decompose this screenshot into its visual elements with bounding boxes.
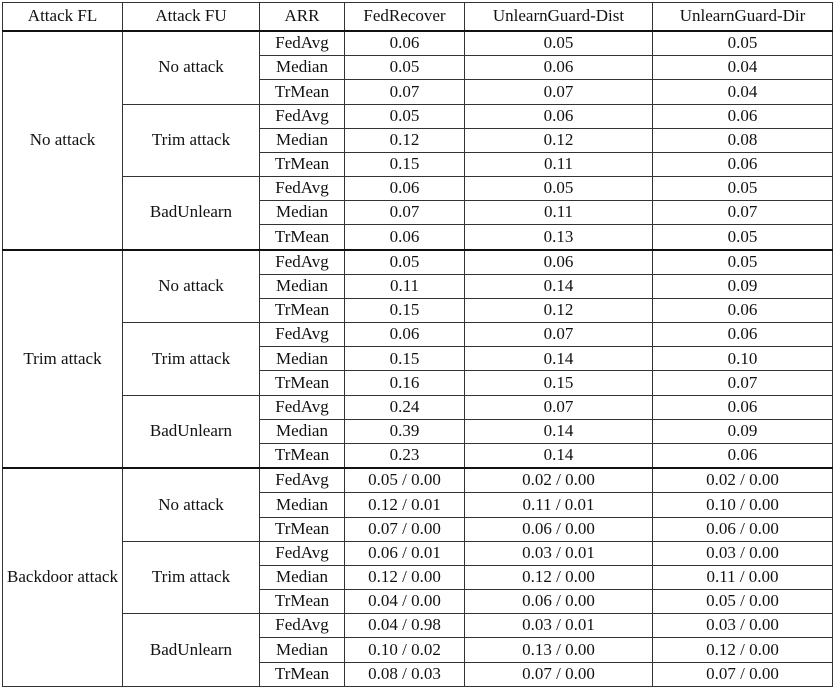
attack-fl-cell: Backdoor attack: [3, 468, 123, 686]
header-unlearnguard-dir: UnlearnGuard-Dir: [653, 3, 833, 32]
table-row: [3, 104, 833, 128]
value-fedrecover: 0.11: [345, 274, 465, 298]
table-row: [3, 395, 833, 419]
table-row: [3, 468, 833, 493]
value-unlearnguard-dir: 0.05: [653, 31, 833, 56]
attack-fu-cell: Trim attack: [123, 323, 260, 396]
value-unlearnguard-dist: 0.14: [465, 274, 653, 298]
value-unlearnguard-dist: 0.12: [465, 298, 653, 322]
arr-cell: Median: [260, 565, 345, 589]
value-fedrecover: 0.06: [345, 31, 465, 56]
value-fedrecover: 0.12 / 0.00: [345, 565, 465, 589]
value-unlearnguard-dir: 0.06: [653, 443, 833, 468]
value-unlearnguard-dir: 0.06: [653, 323, 833, 347]
value-unlearnguard-dir: 0.05: [653, 177, 833, 201]
value-unlearnguard-dist: 0.06 / 0.00: [465, 517, 653, 541]
value-unlearnguard-dir: 0.11 / 0.00: [653, 565, 833, 589]
arr-cell: FedAvg: [260, 468, 345, 493]
value-unlearnguard-dist: 0.14: [465, 347, 653, 371]
value-unlearnguard-dir: 0.06 / 0.00: [653, 517, 833, 541]
attack-fu-cell: Trim attack: [123, 104, 260, 177]
value-fedrecover: 0.15: [345, 152, 465, 176]
attack-fu-cell: BadUnlearn: [123, 177, 260, 250]
attack-fu-cell: No attack: [123, 468, 260, 541]
value-unlearnguard-dir: 0.08: [653, 128, 833, 152]
arr-cell: Median: [260, 128, 345, 152]
arr-cell: Median: [260, 347, 345, 371]
arr-cell: TrMean: [260, 152, 345, 176]
value-unlearnguard-dist: 0.06: [465, 56, 653, 80]
table-row: [3, 250, 833, 275]
arr-cell: Median: [260, 419, 345, 443]
value-fedrecover: 0.07: [345, 80, 465, 104]
arr-cell: TrMean: [260, 225, 345, 250]
value-unlearnguard-dir: 0.12 / 0.00: [653, 638, 833, 662]
value-unlearnguard-dist: 0.06: [465, 250, 653, 275]
value-fedrecover: 0.05 / 0.00: [345, 468, 465, 493]
value-unlearnguard-dist: 0.03 / 0.01: [465, 541, 653, 565]
arr-cell: FedAvg: [260, 541, 345, 565]
value-unlearnguard-dir: 0.07 / 0.00: [653, 662, 833, 686]
table-header: [3, 3, 833, 32]
value-unlearnguard-dir: 0.03 / 0.00: [653, 614, 833, 638]
value-unlearnguard-dir: 0.10 / 0.00: [653, 493, 833, 517]
value-fedrecover: 0.24: [345, 395, 465, 419]
value-unlearnguard-dir: 0.09: [653, 419, 833, 443]
value-unlearnguard-dist: 0.02 / 0.00: [465, 468, 653, 493]
value-unlearnguard-dist: 0.07: [465, 80, 653, 104]
attack-fl-cell: No attack: [3, 31, 123, 250]
arr-cell: TrMean: [260, 80, 345, 104]
arr-cell: FedAvg: [260, 323, 345, 347]
arr-cell: TrMean: [260, 298, 345, 322]
arr-cell: Median: [260, 493, 345, 517]
value-unlearnguard-dir: 0.02 / 0.00: [653, 468, 833, 493]
value-unlearnguard-dist: 0.06: [465, 104, 653, 128]
value-unlearnguard-dist: 0.11 / 0.01: [465, 493, 653, 517]
value-fedrecover: 0.16: [345, 371, 465, 395]
value-fedrecover: 0.12 / 0.01: [345, 493, 465, 517]
arr-cell: Median: [260, 201, 345, 225]
attack-fl-cell: Trim attack: [3, 250, 123, 469]
value-unlearnguard-dir: 0.06: [653, 298, 833, 322]
value-unlearnguard-dist: 0.15: [465, 371, 653, 395]
value-fedrecover: 0.06 / 0.01: [345, 541, 465, 565]
value-unlearnguard-dist: 0.13: [465, 225, 653, 250]
value-unlearnguard-dir: 0.05: [653, 250, 833, 275]
arr-cell: TrMean: [260, 443, 345, 468]
attack-fu-cell: BadUnlearn: [123, 395, 260, 468]
value-unlearnguard-dir: 0.05 / 0.00: [653, 590, 833, 614]
value-unlearnguard-dist: 0.07: [465, 395, 653, 419]
header-unlearnguard-dist: UnlearnGuard-Dist: [465, 3, 653, 32]
arr-cell: TrMean: [260, 662, 345, 686]
value-fedrecover: 0.04 / 0.98: [345, 614, 465, 638]
table-row: [3, 177, 833, 201]
value-fedrecover: 0.07: [345, 201, 465, 225]
header-attack-fl: Attack FL: [3, 3, 123, 32]
value-unlearnguard-dir: 0.04: [653, 56, 833, 80]
header-attack-fu: Attack FU: [123, 3, 260, 32]
value-unlearnguard-dir: 0.03 / 0.00: [653, 541, 833, 565]
attack-fu-cell: Trim attack: [123, 541, 260, 614]
arr-cell: TrMean: [260, 517, 345, 541]
value-fedrecover: 0.06: [345, 225, 465, 250]
value-unlearnguard-dist: 0.05: [465, 177, 653, 201]
value-unlearnguard-dir: 0.05: [653, 225, 833, 250]
value-fedrecover: 0.05: [345, 104, 465, 128]
value-fedrecover: 0.06: [345, 177, 465, 201]
value-fedrecover: 0.04 / 0.00: [345, 590, 465, 614]
value-fedrecover: 0.15: [345, 298, 465, 322]
value-unlearnguard-dist: 0.12: [465, 128, 653, 152]
attack-fu-cell: BadUnlearn: [123, 614, 260, 687]
value-unlearnguard-dist: 0.05: [465, 31, 653, 56]
value-fedrecover: 0.05: [345, 56, 465, 80]
value-fedrecover: 0.08 / 0.03: [345, 662, 465, 686]
attack-fu-cell: No attack: [123, 250, 260, 323]
value-fedrecover: 0.39: [345, 419, 465, 443]
value-fedrecover: 0.07 / 0.00: [345, 517, 465, 541]
value-unlearnguard-dir: 0.06: [653, 152, 833, 176]
value-unlearnguard-dir: 0.06: [653, 104, 833, 128]
header-row: [3, 3, 833, 32]
value-unlearnguard-dist: 0.06 / 0.00: [465, 590, 653, 614]
table-row: [3, 614, 833, 638]
table-row: [3, 323, 833, 347]
arr-cell: Median: [260, 638, 345, 662]
value-unlearnguard-dist: 0.11: [465, 152, 653, 176]
value-unlearnguard-dist: 0.14: [465, 443, 653, 468]
value-unlearnguard-dist: 0.14: [465, 419, 653, 443]
header-fedrecover: FedRecover: [345, 3, 465, 32]
table-row: [3, 31, 833, 56]
arr-cell: FedAvg: [260, 395, 345, 419]
value-fedrecover: 0.12: [345, 128, 465, 152]
arr-cell: FedAvg: [260, 250, 345, 275]
value-unlearnguard-dist: 0.07: [465, 323, 653, 347]
header-arr: ARR: [260, 3, 345, 32]
arr-cell: TrMean: [260, 371, 345, 395]
value-unlearnguard-dir: 0.07: [653, 371, 833, 395]
arr-cell: FedAvg: [260, 104, 345, 128]
value-fedrecover: 0.05: [345, 250, 465, 275]
arr-cell: Median: [260, 56, 345, 80]
value-unlearnguard-dist: 0.13 / 0.00: [465, 638, 653, 662]
value-unlearnguard-dist: 0.12 / 0.00: [465, 565, 653, 589]
value-unlearnguard-dir: 0.04: [653, 80, 833, 104]
value-unlearnguard-dir: 0.10: [653, 347, 833, 371]
value-unlearnguard-dist: 0.03 / 0.01: [465, 614, 653, 638]
value-unlearnguard-dist: 0.07 / 0.00: [465, 662, 653, 686]
value-unlearnguard-dir: 0.09: [653, 274, 833, 298]
arr-cell: FedAvg: [260, 31, 345, 56]
value-unlearnguard-dir: 0.07: [653, 201, 833, 225]
arr-cell: Median: [260, 274, 345, 298]
attack-fu-cell: No attack: [123, 31, 260, 104]
table-row: [3, 541, 833, 565]
results-table: [2, 2, 833, 687]
table-body: [3, 31, 833, 687]
arr-cell: FedAvg: [260, 177, 345, 201]
arr-cell: TrMean: [260, 590, 345, 614]
value-fedrecover: 0.23: [345, 443, 465, 468]
value-fedrecover: 0.06: [345, 323, 465, 347]
value-unlearnguard-dist: 0.11: [465, 201, 653, 225]
value-fedrecover: 0.10 / 0.02: [345, 638, 465, 662]
arr-cell: FedAvg: [260, 614, 345, 638]
value-fedrecover: 0.15: [345, 347, 465, 371]
value-unlearnguard-dir: 0.06: [653, 395, 833, 419]
